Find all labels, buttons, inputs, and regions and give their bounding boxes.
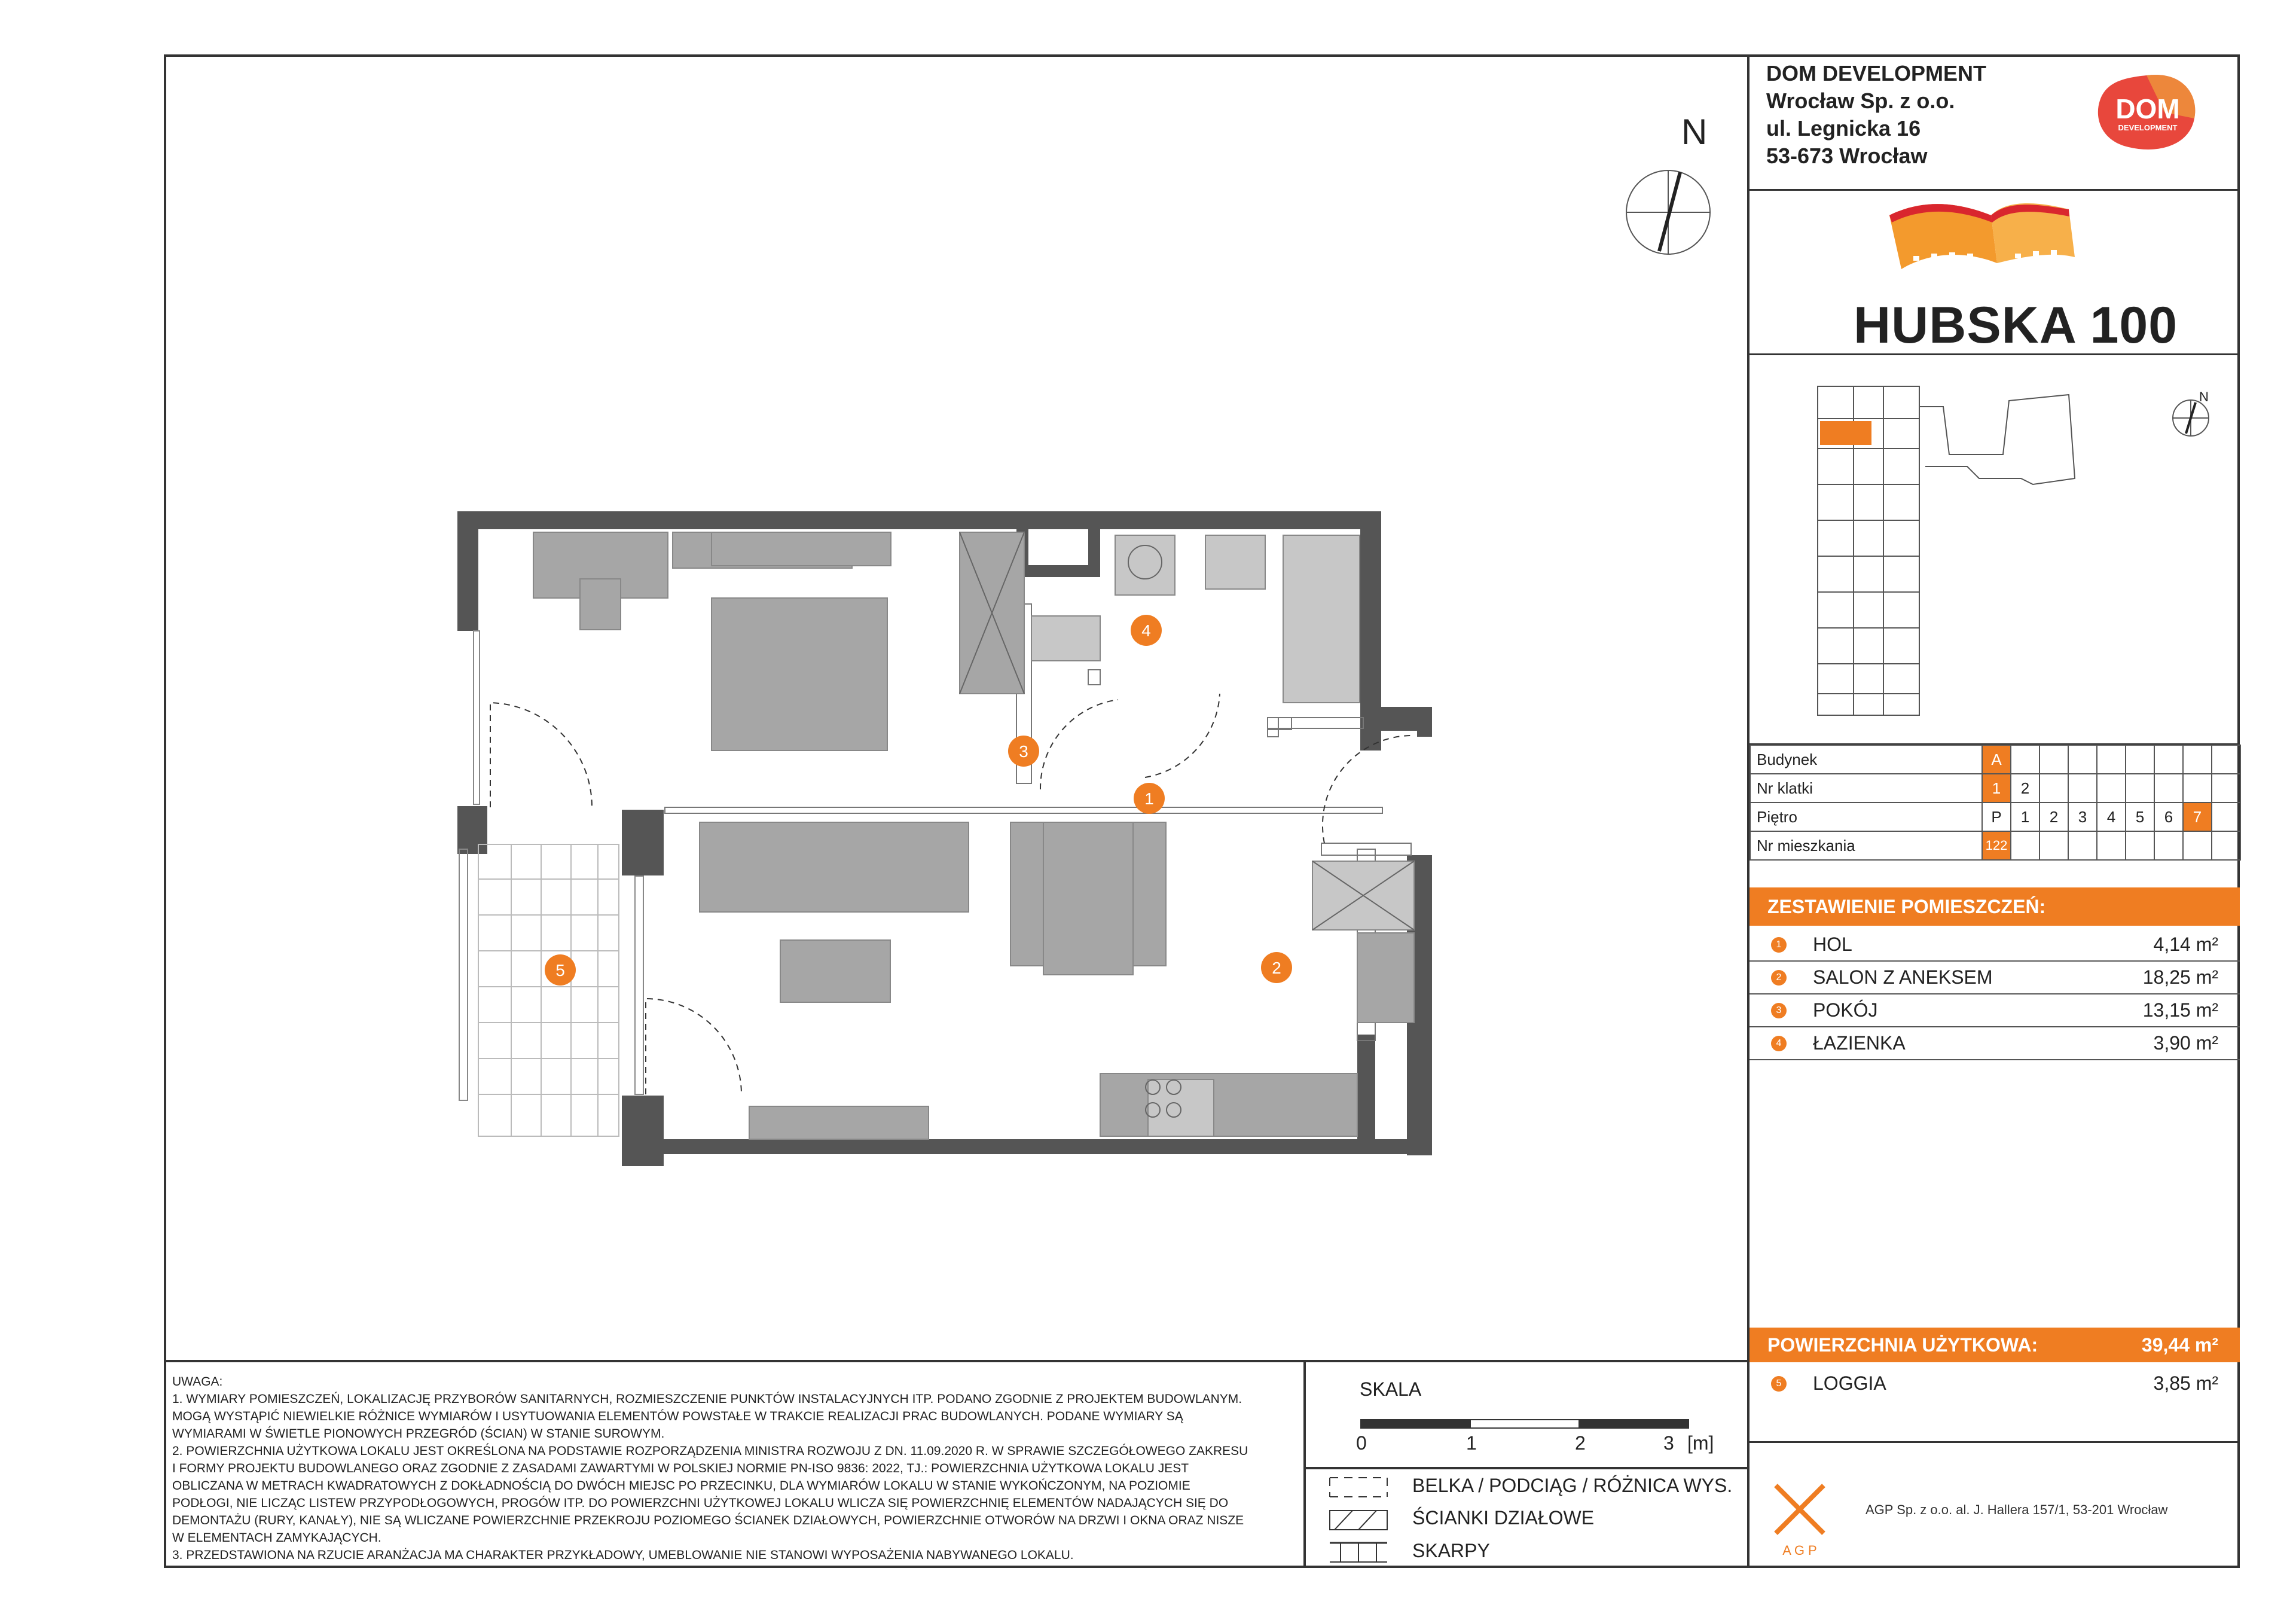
scale-unit: [m]: [1687, 1432, 1714, 1454]
budynek-cell: [2212, 745, 2240, 774]
klatka-cell: 2: [2011, 774, 2039, 803]
budynek-cell: [2126, 745, 2154, 774]
note-line: OBLICZANA W METRACH KWADRATOWYCH Z DOKŁADNOŚCIĄ DO DWÓCH MIEJSC PO PRZECINKU, DLA WYMIARÓW LOKALU W STANIE WYKOŃCZONYM, NA POZIOMIE: [172, 1479, 1190, 1493]
loggia-divider: [1747, 1441, 2240, 1443]
note-line: MOGĄ WYSTĄPIĆ NIEWIELKIE RÓŻNICE WYMIARÓW I USYTUOWANIA ELEMENTÓW POWSTAŁE W TRAKCIE REALIZACJI PRAC BUDOWLANYCH. PODANE WYMIARY SĄ: [172, 1410, 1183, 1423]
note-line: DEMONTAŻU (RURY, KANAŁY), NIE SĄ WLICZANE POWIERZCHNIE PRZEKROJU POZIOMEGO ŚCIANEK DZIAŁOWYCH, POWIERZCHNIE OTWORÓW NA DRZWI I OKNA ORAZ NISZE: [172, 1514, 1244, 1527]
row-pietro: [1750, 803, 2240, 831]
note-line: W ELEMENTACH ZAMYKAJĄCYCH.: [172, 1531, 381, 1545]
loggia-row: [1750, 1367, 2240, 1399]
room-name: ŁAZIENKA: [1813, 1032, 1906, 1054]
usable-area-value: 39,44 m²: [2141, 1334, 2218, 1356]
budynek-cell: [2097, 745, 2126, 774]
notes-divider: [164, 1360, 1748, 1362]
legend-beam: BELKA / PODCIĄG / RÓŻNICA WYS.: [1412, 1475, 1733, 1496]
key-plan-apartment-highlight: [1820, 421, 1871, 445]
loggia-tiles: [478, 844, 619, 1136]
room-number-badge: 4: [1771, 1036, 1787, 1051]
budynek-value: A: [1982, 745, 2011, 774]
company-subname: Wrocław Sp. z o.o.: [1766, 89, 1955, 113]
room-label-2: 2: [1272, 959, 1281, 977]
room-name: POKÓJ: [1813, 999, 1878, 1021]
scale-bar: [1360, 1419, 1689, 1429]
legend-partition: ŚCIANKI DZIAŁOWE: [1412, 1507, 1595, 1529]
budynek-cell: [2039, 745, 2068, 774]
project-title: HUBSKA 100: [1854, 297, 2178, 354]
room-area: 18,25 m²: [2142, 966, 2218, 988]
logo-dom-text: DOM: [2115, 93, 2180, 124]
mieszkania-cell: [2126, 831, 2154, 860]
partition-wall-legend-icon: [1329, 1508, 1388, 1532]
room-row: [1750, 961, 2240, 994]
klatka-cell: [2068, 774, 2097, 803]
note-line: 1. WYMIARY POMIESZCZEŃ, LOKALIZACJĘ PRZYBORÓW SANITARNYCH, ROZMIESZCZENIE PUNKTÓW INSTALACYJNYCH ITP. PODANO ZGODNIE Z PROJEKTEM BUDOWLANYM.: [172, 1392, 1242, 1406]
klatka-label: Nr klatki: [1750, 774, 1982, 803]
room-label-1: 1: [1144, 789, 1154, 808]
notes-block: [172, 1373, 1290, 1564]
note-line: I FORMY PROJEKTU BUDOWLANEGO ORAZ ZGODNIE Z ZASADAMI ZAWARTYMI W POLSKIEJ NORMIE PN-ISO 9836: 2022, TJ.: POWIERZCHNIA UŻYTKOWA LOKALU JEST: [172, 1462, 1189, 1475]
pietro-cell: 5: [2126, 803, 2154, 831]
company-divider: [1747, 189, 2240, 191]
company-address: [1766, 60, 1986, 170]
agp-logo: [1770, 1483, 1842, 1561]
note-line: PODŁOGI, NIE LICZĄC LISTEW PRZYPODŁOGOWYCH, PROGÓW ITP. DO POWIERZCHNI UŻYTKOWEJ LOKALU WLICZA SIĘ POWIERZCHNIĘ ELEMENTÓW NADAJĄCYCH SIĘ DO: [172, 1496, 1229, 1510]
klatka-cell: [2097, 774, 2126, 803]
company-city: 53-673 Wrocław: [1766, 144, 1928, 168]
budynek-cell: [2183, 745, 2212, 774]
key-plan-north-icon: [2170, 392, 2218, 440]
pietro-cell: P: [1982, 803, 2011, 831]
room-row: [1750, 928, 2240, 962]
room-name: HOL: [1813, 933, 1852, 955]
room-name: SALON Z ANEKSEM: [1813, 966, 1993, 988]
furniture: [533, 532, 1414, 1139]
room-row: [1750, 994, 2240, 1027]
pietro-cell: 3: [2068, 803, 2097, 831]
logo-development-text: DEVELOPMENT: [2118, 123, 2178, 132]
mieszkania-cell: [2039, 831, 2068, 860]
pietro-cell: 2: [2039, 803, 2068, 831]
rooms-header-label: ZESTAWIENIE POMIESZCZEŃ:: [1767, 896, 2046, 917]
klatka-cell: [2126, 774, 2154, 803]
row-budynek: [1750, 745, 2240, 774]
mieszkania-cell: [2154, 831, 2183, 860]
mieszkania-cell: [2068, 831, 2097, 860]
room-area: 4,14 m²: [2153, 933, 2218, 955]
note-line: 3. PRZEDSTAWIONA NA RZUCIE ARANŻACJA MA CHARAKTER PRZYKŁADOWY, UMEBLOWANIE NIE STANOWI WYPOSAŻENIA NABYWANEGO LOKALU.: [172, 1548, 1074, 1562]
note-line: 2. POWIERZCHNIA UŻYTKOWA LOKALU JEST OKREŚLONA NA PODSTAWIE ROZPORZĄDZENIA MINISTRA ROZWOJU Z DN. 11.09.2020 R. W SPRAWIE SZCZEGÓŁOWEGO ZAKRESU: [172, 1444, 1248, 1458]
building-info-table: [1750, 745, 2241, 861]
scale-divider: [1303, 1467, 1748, 1469]
legend-slope: SKARPY: [1412, 1540, 1490, 1561]
pietro-label: Piętro: [1750, 803, 1982, 831]
pietro-cell: 6: [2154, 803, 2183, 831]
scale-label: SKALA: [1360, 1378, 1422, 1400]
klatka-value: 1: [1982, 774, 2011, 803]
floor-plan: [419, 490, 1447, 1166]
scale-tick: 0: [1356, 1432, 1367, 1454]
row-klatka: [1750, 774, 2240, 803]
pietro-cell: 1: [2011, 803, 2039, 831]
mieszkania-cell: [2097, 831, 2126, 860]
scale-tick: 1: [1466, 1432, 1477, 1454]
key-plan-north-label: N: [2199, 392, 2209, 404]
room-labels: [545, 615, 1292, 986]
agp-address: AGP Sp. z o.o. al. J. Hallera 157/1, 53-201 Wrocław: [1866, 1502, 2168, 1517]
budynek-cell: [2154, 745, 2183, 774]
row-mieszkania: [1750, 831, 2240, 860]
room-number-badge: 5: [1771, 1376, 1787, 1392]
room-name: LOGGIA: [1813, 1372, 1886, 1394]
note-line: UWAGA:: [172, 1375, 223, 1389]
mieszkania-cell: [2011, 831, 2039, 860]
legend-divider: [1303, 1360, 1306, 1568]
beam-legend-icon: [1329, 1475, 1388, 1499]
dom-development-logo: [2093, 71, 2200, 154]
film-strip-logo: [1889, 191, 2105, 287]
slope-legend-icon: [1329, 1540, 1388, 1564]
room-label-5: 5: [555, 961, 565, 980]
company-street: ul. Legnicka 16: [1766, 116, 1921, 141]
room-area: 3,90 m²: [2153, 1032, 2218, 1054]
budynek-label: Budynek: [1750, 745, 1982, 774]
room-number-badge: 1: [1771, 937, 1787, 953]
budynek-cell: [2068, 745, 2097, 774]
mieszkania-label: Nr mieszkania: [1750, 831, 1982, 860]
key-plan: [1806, 383, 2081, 718]
room-area: 3,85 m²: [2153, 1372, 2218, 1394]
room-number-badge: 2: [1771, 970, 1787, 986]
mieszkania-cell: [2212, 831, 2240, 860]
north-arrow-icon: [1623, 167, 1713, 257]
mieszkania-cell: [2183, 831, 2212, 860]
mieszkania-value: 122: [1982, 831, 2011, 860]
klatka-cell: [2039, 774, 2068, 803]
rooms-header: [1750, 887, 2240, 926]
usable-area-header: [1750, 1328, 2240, 1362]
room-label-4: 4: [1141, 621, 1151, 640]
klatka-cell: [2154, 774, 2183, 803]
company-name: DOM DEVELOPMENT: [1766, 61, 1987, 86]
room-label-3: 3: [1019, 742, 1028, 761]
north-label: N: [1681, 112, 1708, 152]
room-row: [1750, 1027, 2240, 1060]
budynek-cell: [2011, 745, 2039, 774]
klatka-cell: [2212, 774, 2240, 803]
pietro-value: 7: [2183, 803, 2212, 831]
pietro-cell: [2212, 803, 2240, 831]
room-number-badge: 3: [1771, 1003, 1787, 1018]
room-area: 13,15 m²: [2142, 999, 2218, 1021]
agp-logo-text: A G P: [1782, 1543, 1817, 1558]
note-line: WYMIARAMI W ŚWIETLE PIONOWYCH PRZEGRÓD (ŚCIAN) W STANIE SUROWYM.: [172, 1427, 665, 1441]
scale-tick: 3: [1663, 1432, 1674, 1454]
pietro-cell: 4: [2097, 803, 2126, 831]
usable-area-label: POWIERZCHNIA UŻYTKOWA:: [1767, 1334, 2038, 1356]
klatka-cell: [2183, 774, 2212, 803]
scale-tick: 2: [1575, 1432, 1586, 1454]
